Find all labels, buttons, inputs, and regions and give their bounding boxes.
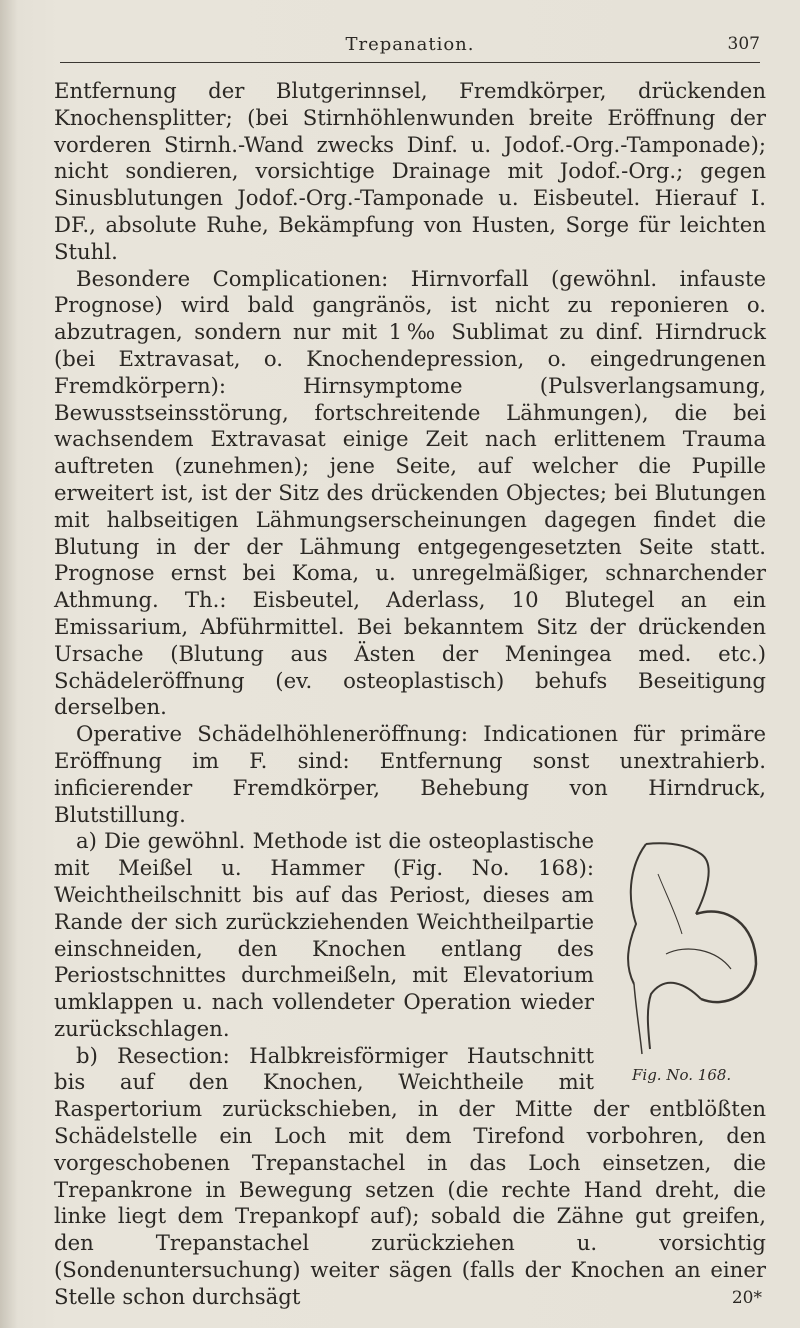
signature-mark: 20* — [731, 1288, 762, 1308]
trepanation-flap-illustration — [606, 834, 766, 1064]
paragraph-2: Besondere Complicationen: Hirnvorfall (gewöhnl. infauste Prognose) wird bald gangränös, ist nicht zu reponieren o. abzutragen, sondern nur mit 1‰ Sublimat zu dinf. Hirndruck (bei Extravasat, o. Knochendepression, o. eingedrungenen Fremdkörpern): Hirnsymptome (Pulsverlangsamung, Bewusstseinsstörung, fortschreitende Lähmungen), die bei wachsendem Extravasat einige Zeit nach erlittenem Trauma auftreten (zunehmen); jene Seite, auf welcher die Pupille erweitert ist, ist der Sitz des drückenden Objectes; bei Blutungen mit halbseitigen Lähmungserscheinungen dagegen findet die Blutung in der der Lähmung entgegengesetzten Seite statt. Prognose ernst bei Koma, u. unregelmäßiger, schnarchender Athmung. Th.: Eisbeutel, Aderlass, 10 Blutegel an ein Emissarium, Abführmittel. Bei bekanntem Sitz der drückenden Ursache (Blutung aus Ästen der Meningea med. etc.) Schädeleröffnung (ev. osteoplastisch) behufs Beseitigung derselben. — [54, 265, 766, 720]
body-text — [54, 78, 766, 1311]
paragraph-4: a) Die gewöhnl. Methode ist die osteoplastische mit Meißel u. Hammer (Fig. No. 168): Weichtheilschnitt bis auf das Periost, dieses am Rande der sich zurückziehenden Weichtheilpartie einschneiden, den Knochen entlang des Periostschnittes durchmeißeln, mit Elevatorium umklappen u. nach vollendeter Operation wieder zurückschlagen. — [54, 828, 594, 1041]
paragraph-1: Entfernung der Blutgerinnsel, Fremdkörper, drückenden Knochensplitter; (bei Stirnhöhlenwunden breite Eröffnung der vorderen Stirnh.-Wand zwecks Dinf. u. Jodof.-Org.-Tamponade); nicht sondieren, vorsichtige Drainage mit Jodof.-Org.; gegen Sinusblutungen Jodof.-Org.-Tamponade u. Eisbeutel. Hierauf I. DF., absolute Ruhe, Bekämpfung von Husten, Sorge für leichten Stuhl. — [54, 78, 766, 264]
running-title: Trepanation. — [345, 34, 475, 55]
header-rule — [60, 62, 760, 63]
page-number: 307 — [727, 34, 760, 54]
page-header — [60, 34, 760, 64]
paragraph-3: Operative Schädelhöhleneröffnung: Indicationen für primäre Eröffnung im F. sind: Entfernung sonst unextrahierb. inficierender Fremdkörper, Behebung von Hirndruck, Blutstillung. — [54, 721, 766, 827]
paragraph-5: b) Resection: Halbkreisförmiger Hautschnitt bis auf den Knochen, Weichtheile mit Raspertorium zurückschieben, in der Mitte der entblößten Schädelstelle ein Loch mit dem Tirefond vorbohren, den vorgeschobenen Trepanstachel in das Loch einsetzen, die Trepankrone in Bewegung setzen (die rechte Hand dreht, die linke liegt dem Trepankopf auf); sobald die Zähne gut greifen, den Trepanstachel zurückziehen u. vorsichtig (Sondenuntersuchung) weiter sägen (falls der Knochen an einer Stelle schon durchsägt — [54, 1042, 766, 1309]
figure-168 — [606, 834, 766, 1094]
figure-caption: Fig. No. 168. — [632, 1066, 732, 1085]
